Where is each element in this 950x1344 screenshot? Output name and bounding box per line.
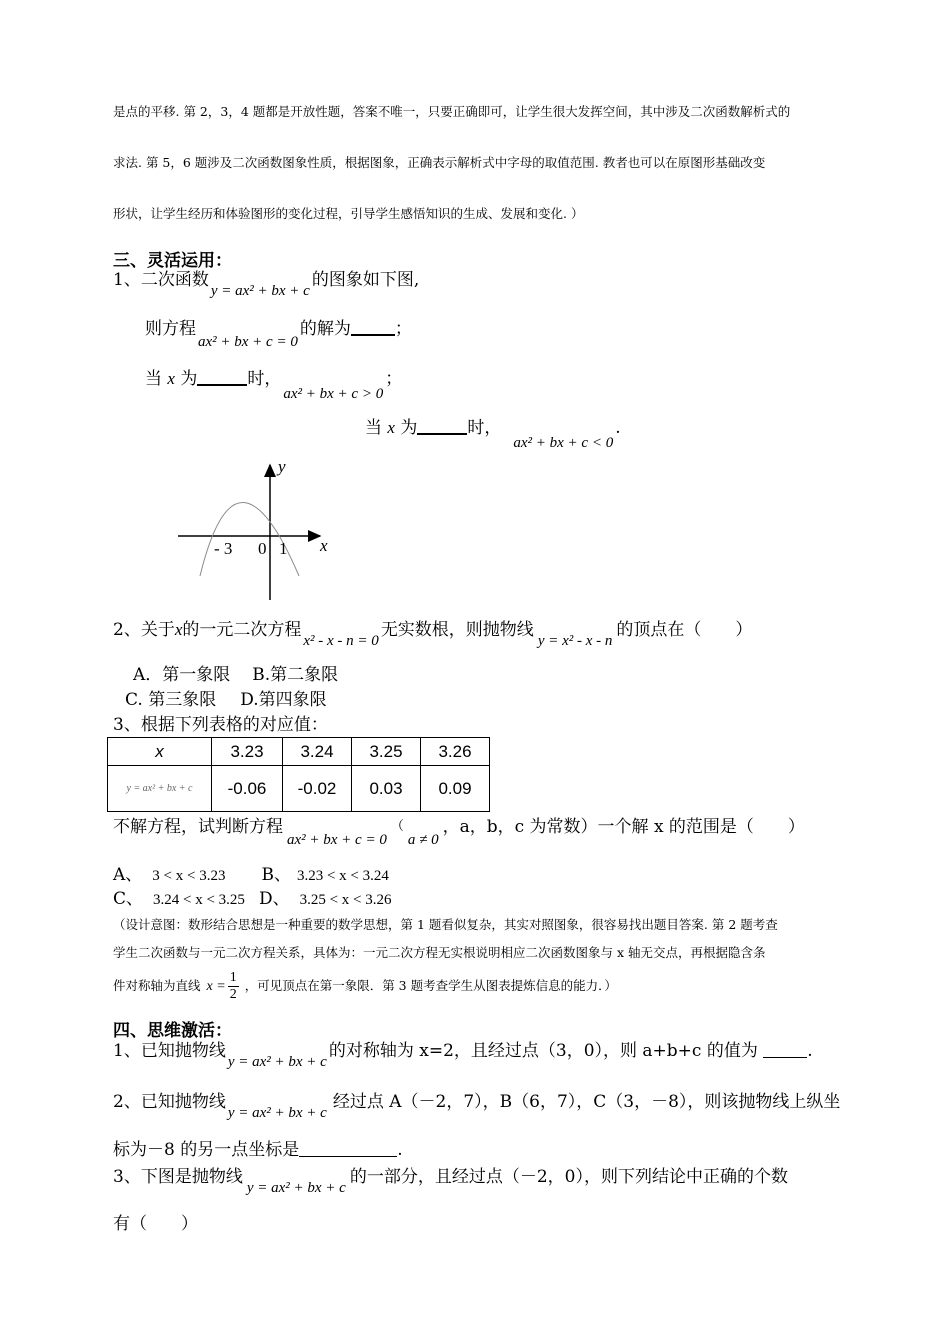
table-cell: 3.25	[352, 738, 421, 766]
s3-q3-question-line	[113, 817, 805, 848]
table-cell: 3.26	[421, 738, 490, 766]
s3-q1-line-2	[145, 318, 412, 350]
s4-q1-line	[113, 1041, 813, 1070]
s3-q2-option-b[interactable]: B.第二象限	[252, 665, 339, 685]
s3-q1-line4-end: .	[615, 418, 621, 438]
table-cell: y = ax² + bx + c	[108, 766, 212, 812]
s3-q1-line3-var: x	[167, 369, 175, 388]
s4-q2-answer-blank[interactable]	[299, 1140, 397, 1157]
s3-q1-line3-end: ；	[385, 369, 403, 389]
s3-q1-line-1	[113, 270, 420, 299]
design-note-line3-prefix: 件对称轴为直线	[113, 978, 201, 993]
s4-q2-formula: y = ax² + bx + c	[227, 1105, 327, 1121]
section-4-heading: 四、思维激活：	[113, 1021, 232, 1041]
s3-q2-var: x	[174, 620, 183, 639]
s3-q3-line-suffix: ，a，b，c 为常数）一个解 x 的范围是（ ）	[442, 817, 805, 837]
fraction-numerator: 1	[229, 970, 237, 985]
s4-q2-prefix: 2、已知抛物线	[113, 1092, 226, 1112]
table-row	[108, 766, 490, 812]
s3-q1-line2-end: ；	[394, 319, 412, 339]
parabola-graph	[170, 455, 340, 605]
value-table	[107, 737, 490, 812]
s3-q3-options-row-2	[113, 889, 392, 910]
design-note-formula-lhs: x =	[206, 979, 226, 994]
s3-q2-options-row-2	[125, 690, 327, 710]
design-note-line-2: 学生二次函数与一元二次方程关系，具体为：一元二次方程无实根说明相应二次函数图象与 x 轴无交点，再根据隐含条	[113, 945, 766, 960]
s3-q3-option-d-label: D、	[258, 889, 290, 909]
design-note-line-1: （设计意图：数形结合思想是一种重要的数学思想，第 1 题看似复杂，其实对照图象，很容易找出题目答案. 第 2 题考查	[113, 917, 778, 932]
tick-neg3: - 3	[214, 539, 233, 558]
s4-q1-answer-blank[interactable]	[763, 1041, 807, 1058]
s3-q1-line2-prefix: 则方程	[145, 319, 196, 339]
s4-q1-prefix: 1、已知抛物线	[113, 1041, 226, 1061]
s4-q1-formula: y = ax² + bx + c	[227, 1054, 327, 1070]
table-cell: 3.24	[283, 738, 352, 766]
s3-q2-prefix: 2、关于	[113, 620, 175, 640]
s4-q3-prefix: 3、下图是抛物线	[113, 1167, 243, 1187]
s3-q3-line-formula: ax² + bx + c = 0	[287, 832, 387, 848]
s3-q2-option-c[interactable]: C. 第三象限	[125, 690, 217, 710]
s3-q1-line4-var: x	[387, 418, 395, 437]
s4-q1-end: .	[807, 1041, 813, 1061]
s3-q2-mid: 的一元二次方程	[182, 620, 302, 640]
s3-q2-formula2: y = x² - x - n	[537, 633, 613, 649]
x-axis-label: x	[320, 536, 328, 555]
s3-q3-options-row-1	[113, 865, 389, 886]
s4-q2-line-2	[113, 1140, 403, 1160]
table-cell: 0.09	[421, 766, 490, 812]
s3-q2-options-row-1	[133, 665, 338, 685]
s3-q1-line2-suffix: 的解为	[299, 319, 351, 339]
s3-q3-line-prefix: 不解方程，试判断方程	[113, 817, 283, 837]
s4-q3-line-1	[113, 1167, 788, 1196]
s3-q1-suffix: 的图象如下图,	[311, 270, 420, 290]
s3-q1-line4-after: 时，	[467, 418, 502, 438]
s3-q1-line3-formula: ax² + bx + c > 0	[283, 386, 384, 402]
design-note-line3-suffix: ，可见顶点在第一象限．第 3 题考查学生从图表提炼信息的能力．）	[244, 978, 617, 993]
design-note-fraction	[228, 970, 239, 1003]
s3-q2-line-1	[113, 620, 753, 649]
s3-q1-line3-prefix: 当	[145, 369, 162, 389]
s3-q3-option-d[interactable]: 3.25 < x < 3.26	[299, 892, 392, 908]
s3-q1-line4-prefix: 当	[365, 418, 382, 438]
section-3-heading: 三、灵活运用：	[113, 251, 232, 271]
s3-q3-option-b[interactable]: 3.23 < x < 3.24	[296, 868, 389, 884]
table-cell: -0.02	[283, 766, 352, 812]
s3-q3-prefix: 3、根据下列表格的对应值：	[113, 715, 328, 735]
s3-q1-prefix: 1、二次函数	[113, 270, 209, 290]
s3-q1-formula: y = ax² + bx + c	[210, 283, 310, 299]
s4-q2-line2: 标为－8 的另一点坐标是	[113, 1140, 300, 1160]
s3-q1-answer-blank-3[interactable]	[417, 417, 467, 435]
s4-q2-suffix: 经过点 A（－2，7），B（6，7），C（3，－8），则该抛物线上纵坐	[332, 1092, 841, 1112]
s4-q3-formula: y = ax² + bx + c	[246, 1180, 346, 1196]
s3-q1-line2-formula: ax² + bx + c = 0	[198, 334, 298, 350]
s3-q1-line3-after: 时，	[247, 369, 282, 389]
s3-q1-line-3	[145, 368, 403, 402]
tick-0: 0	[258, 539, 267, 558]
s4-q3-suffix: 的一部分，且经过点（－2，0），则下列结论中正确的个数	[349, 1167, 788, 1187]
s3-q1-answer-blank-2[interactable]	[197, 368, 247, 386]
table-cell: -0.06	[212, 766, 283, 812]
s3-q3-line-cond: a ≠ 0	[407, 832, 439, 848]
design-note-line-3	[113, 966, 617, 1007]
s3-q1-line4-mid: 为	[400, 418, 418, 438]
table-row	[108, 738, 490, 766]
s4-q2-line-1	[113, 1092, 841, 1121]
table-cell: 3.23	[212, 738, 283, 766]
s4-q1-suffix: 的对称轴为 x=2，且经过点（3，0），则 a+b+c 的值为	[328, 1041, 758, 1061]
s4-q3-line-2: 有（ ）	[113, 1214, 198, 1234]
s3-q3-option-c-label: C、	[113, 889, 144, 909]
s3-q1-line3-mid: 为	[180, 369, 198, 389]
table-cell: 0.03	[352, 766, 421, 812]
s3-q1-answer-blank-1[interactable]	[351, 318, 395, 336]
s3-q2-formula1: x² - x - n = 0	[303, 633, 379, 649]
s3-q2-option-a[interactable]: A．第一象限	[133, 665, 231, 685]
s3-q2-suffix: 的顶点在（ ）	[616, 620, 753, 640]
y-axis-label: y	[278, 457, 286, 476]
tick-1: 1	[279, 539, 288, 558]
s3-q2-option-d[interactable]: D.第四象限	[240, 690, 327, 710]
s3-q3-option-a[interactable]: 3 < x < 3.23	[152, 868, 226, 884]
s3-q3-option-b-label: B、	[261, 865, 291, 885]
intro-note-line-3: 形状，让学生经历和体验图形的变化过程，引导学生感悟知识的生成、发展和变化. ）	[113, 206, 584, 221]
intro-note-line-1: 是点的平移. 第 2，3，4 题都是开放性题，答案不唯一，只要正确即可，让学生很大发挥空间，其中涉及二次函数解析式的	[113, 104, 791, 119]
s3-q3-paren-open: （	[390, 819, 404, 834]
s4-q2-line2-end: .	[397, 1140, 403, 1160]
s3-q1-line4-formula: ax² + bx + c < 0	[513, 435, 614, 451]
s3-q2-mid2: 无实数根，则抛物线	[380, 620, 534, 640]
s3-q3-option-c[interactable]: 3.24 < x < 3.25	[153, 892, 245, 908]
intro-note-line-2: 求法. 第 5，6 题涉及二次函数图象性质，根据图象，正确表示解析式中字母的取值范围. 教者也可以在原图形基础改变	[113, 155, 766, 170]
s3-q3-option-a-label: A、	[113, 865, 143, 885]
table-cell: x	[108, 738, 212, 766]
fraction-denominator: 2	[229, 987, 237, 1002]
s3-q1-line-4	[365, 417, 621, 451]
